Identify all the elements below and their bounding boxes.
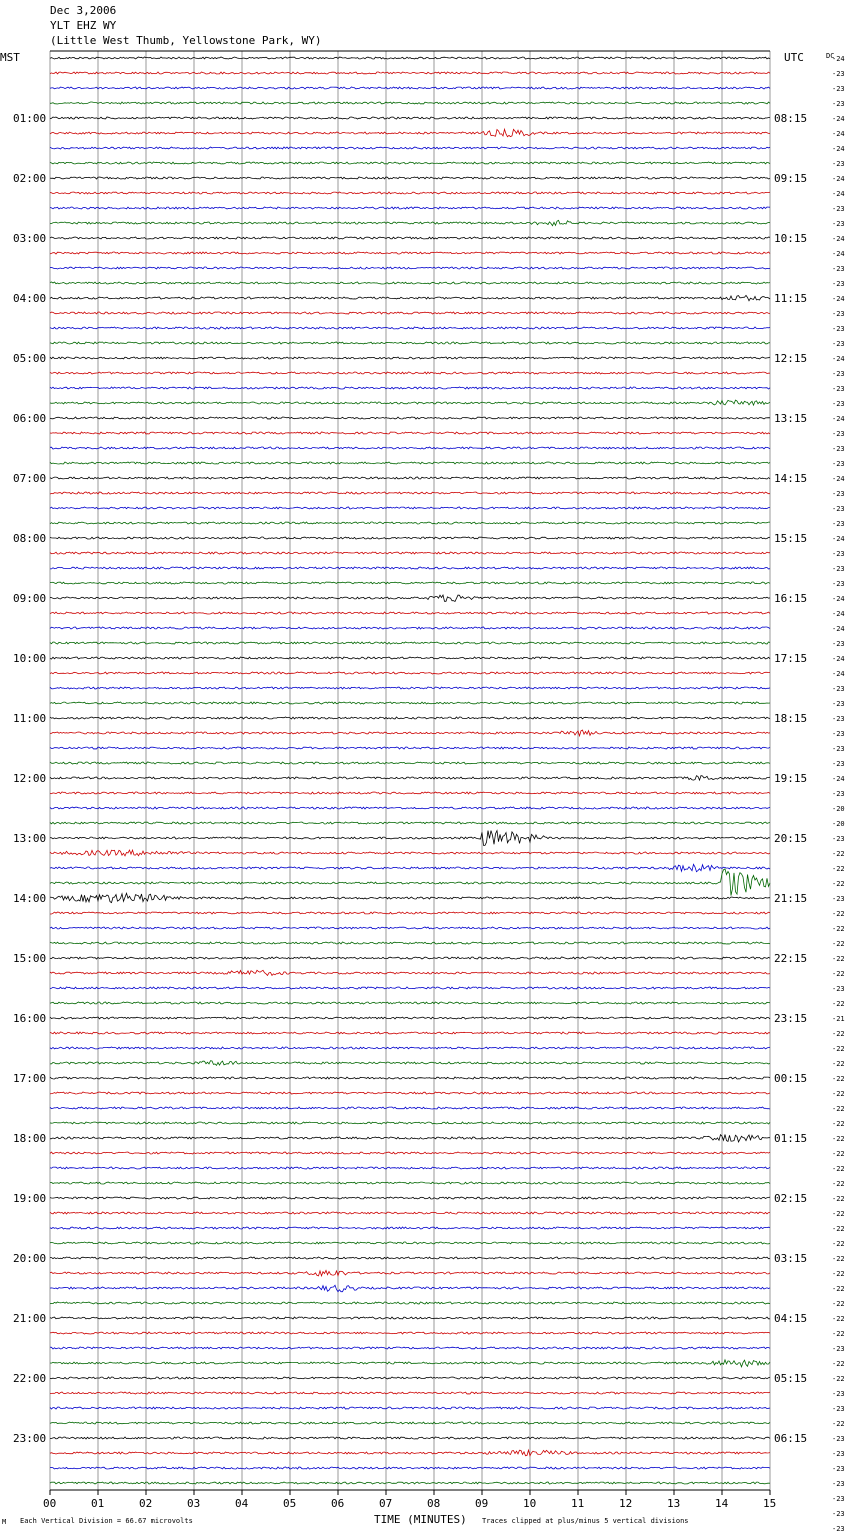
trace-row bbox=[50, 207, 770, 209]
left-hour-label: 14:00 bbox=[13, 892, 47, 905]
dc-offset-label: -24 bbox=[832, 55, 845, 63]
trace-row bbox=[50, 595, 770, 602]
trace-row bbox=[50, 1167, 770, 1169]
right-hour-label: 09:15 bbox=[774, 172, 808, 185]
trace-row bbox=[50, 537, 770, 539]
dc-offset-label: -22 bbox=[832, 1210, 845, 1218]
dc-offset-label: -23 bbox=[832, 685, 845, 693]
trace-row bbox=[50, 730, 770, 736]
trace-row bbox=[50, 970, 770, 975]
trace-row bbox=[50, 282, 770, 284]
right-hour-label: 17:15 bbox=[774, 652, 808, 665]
left-timezone-label: MST bbox=[0, 51, 20, 64]
dc-offset-label: -23 bbox=[832, 760, 845, 768]
x-tick-label: 05 bbox=[283, 1497, 297, 1510]
dc-offset-label: -24 bbox=[832, 130, 845, 138]
trace-row bbox=[50, 1182, 770, 1184]
dc-offset-label: -23 bbox=[832, 160, 845, 168]
trace-row bbox=[50, 1302, 770, 1304]
dc-offset-label: -22 bbox=[832, 910, 845, 918]
right-hour-label: 20:15 bbox=[774, 832, 808, 845]
trace-row bbox=[50, 1107, 770, 1109]
dc-offset-label: -23 bbox=[832, 490, 845, 498]
left-hour-label: 19:00 bbox=[13, 1192, 47, 1205]
x-tick-label: 15 bbox=[763, 1497, 777, 1510]
trace-row bbox=[50, 1377, 770, 1379]
x-tick-label: 04 bbox=[235, 1497, 249, 1510]
dc-offset-label: -23 bbox=[832, 730, 845, 738]
dc-offset-label: -23 bbox=[832, 400, 845, 408]
trace-row bbox=[50, 612, 770, 614]
trace-row bbox=[50, 942, 770, 944]
right-hour-labels bbox=[774, 112, 807, 1445]
trace-row bbox=[50, 1317, 770, 1319]
trace-row bbox=[50, 87, 770, 89]
trace-row bbox=[50, 372, 770, 374]
trace-row bbox=[50, 582, 770, 584]
dc-offset-label: -23 bbox=[832, 370, 845, 378]
left-hour-label: 09:00 bbox=[13, 592, 47, 605]
trace-row bbox=[50, 957, 770, 959]
right-timezone-label: UTC bbox=[784, 51, 804, 64]
trace-row bbox=[50, 492, 770, 494]
dc-offset-label: -22 bbox=[832, 1135, 845, 1143]
dc-offset-label: -22 bbox=[832, 1225, 845, 1233]
dc-offset-label: -23 bbox=[832, 385, 845, 393]
dc-offset-label: -23 bbox=[832, 1390, 845, 1398]
right-hour-label: 22:15 bbox=[774, 952, 808, 965]
trace-row bbox=[50, 893, 770, 902]
trace-row bbox=[50, 447, 770, 449]
trace-row bbox=[50, 162, 770, 164]
trace-row bbox=[50, 1152, 770, 1154]
trace-row bbox=[50, 1347, 770, 1349]
trace-row bbox=[50, 702, 770, 704]
trace-row bbox=[50, 477, 770, 479]
left-hour-labels bbox=[13, 112, 46, 1445]
dc-offset-label: -23 bbox=[832, 520, 845, 528]
dc-offset-label: -23 bbox=[832, 700, 845, 708]
dc-offset-label: -22 bbox=[832, 1240, 845, 1248]
left-hour-label: 02:00 bbox=[13, 172, 47, 185]
dc-offset-label: -24 bbox=[832, 235, 845, 243]
trace-row bbox=[50, 102, 770, 104]
dc-offset-label: -22 bbox=[832, 1270, 845, 1278]
dc-offset-label: -24 bbox=[832, 145, 845, 153]
dc-offset-label: -22 bbox=[832, 1150, 845, 1158]
dc-offset-label: -23 bbox=[832, 1435, 845, 1443]
trace-row bbox=[50, 400, 770, 405]
dc-offset-label: -22 bbox=[832, 1030, 845, 1038]
trace-row bbox=[50, 1285, 770, 1291]
trace-row bbox=[50, 327, 770, 329]
left-hour-label: 11:00 bbox=[13, 712, 47, 725]
trace-row bbox=[50, 267, 770, 269]
dc-offset-label: -23 bbox=[832, 790, 845, 798]
trace-row bbox=[50, 522, 770, 524]
dc-offset-label: -23 bbox=[832, 1510, 845, 1518]
dc-offset-label: -23 bbox=[832, 715, 845, 723]
dc-offset-label: -24 bbox=[832, 250, 845, 258]
trace-row bbox=[50, 252, 770, 254]
dc-offset-label: -22 bbox=[832, 1090, 845, 1098]
left-hour-label: 06:00 bbox=[13, 412, 47, 425]
left-hour-label: 15:00 bbox=[13, 952, 47, 965]
trace-row bbox=[50, 864, 770, 871]
left-hour-label: 05:00 bbox=[13, 352, 47, 365]
trace-row bbox=[50, 1212, 770, 1214]
left-hour-label: 21:00 bbox=[13, 1312, 47, 1325]
dc-offset-label: -23 bbox=[832, 640, 845, 648]
left-hour-label: 08:00 bbox=[13, 532, 47, 545]
left-hour-label: 22:00 bbox=[13, 1372, 47, 1385]
dc-offset-label: -23 bbox=[832, 1480, 845, 1488]
dc-offset-label: -22 bbox=[832, 1375, 845, 1383]
dc-offset-label: -23 bbox=[832, 310, 845, 318]
x-tick-label: 14 bbox=[715, 1497, 729, 1510]
trace-row bbox=[50, 129, 770, 136]
dc-offset-label: -23 bbox=[832, 1495, 845, 1503]
trace-row bbox=[50, 342, 770, 344]
x-axis-ticks bbox=[43, 1490, 776, 1510]
x-tick-label: 02 bbox=[139, 1497, 153, 1510]
trace-row bbox=[50, 1017, 770, 1019]
left-hour-label: 23:00 bbox=[13, 1432, 47, 1445]
dc-offset-label: -24 bbox=[832, 190, 845, 198]
dc-offset-label: -22 bbox=[832, 925, 845, 933]
trace-row bbox=[50, 762, 770, 764]
trace-row bbox=[50, 417, 770, 419]
trace-row bbox=[50, 1360, 770, 1367]
dc-offset-label: -23 bbox=[832, 580, 845, 588]
dc-offset-label: -22 bbox=[832, 1060, 845, 1068]
right-hour-label: 04:15 bbox=[774, 1312, 808, 1325]
trace-row bbox=[50, 792, 770, 794]
trace-row bbox=[50, 1061, 770, 1066]
dc-offset-label: -23 bbox=[832, 445, 845, 453]
dc-offset-label: -24 bbox=[832, 670, 845, 678]
trace-row bbox=[50, 627, 770, 629]
trace-row bbox=[50, 1437, 770, 1439]
right-hour-label: 18:15 bbox=[774, 712, 808, 725]
x-axis-title: TIME (MINUTES) bbox=[374, 1513, 467, 1526]
x-tick-label: 12 bbox=[619, 1497, 633, 1510]
right-hour-label: 03:15 bbox=[774, 1252, 808, 1265]
left-hour-label: 13:00 bbox=[13, 832, 47, 845]
dc-offset-label: -24 bbox=[832, 595, 845, 603]
trace-row bbox=[50, 1135, 770, 1142]
dc-offset-label: -22 bbox=[832, 1330, 845, 1338]
trace-row bbox=[50, 1242, 770, 1244]
dc-offset-label: -22 bbox=[832, 1285, 845, 1293]
x-tick-label: 11 bbox=[571, 1497, 585, 1510]
trace-row bbox=[50, 657, 770, 659]
date-label: Dec 3,2006 bbox=[50, 4, 117, 17]
dc-offset-label: -22 bbox=[832, 865, 845, 873]
trace-row bbox=[50, 1257, 770, 1259]
trace-row bbox=[50, 1197, 770, 1199]
trace-row bbox=[50, 642, 770, 644]
dc-offset-label: -22 bbox=[832, 1075, 845, 1083]
dc-offset-label: -22 bbox=[832, 1180, 845, 1188]
right-hour-label: 01:15 bbox=[774, 1132, 808, 1145]
trace-row bbox=[50, 387, 770, 389]
dc-offset-label: -23 bbox=[832, 895, 845, 903]
dc-offset-label: -23 bbox=[832, 985, 845, 993]
right-hour-label: 21:15 bbox=[774, 892, 808, 905]
dc-offset-label: -23 bbox=[832, 70, 845, 78]
trace-row bbox=[50, 117, 770, 119]
x-tick-label: 09 bbox=[475, 1497, 489, 1510]
dc-offset-label: -23 bbox=[832, 265, 845, 273]
right-hour-label: 00:15 bbox=[774, 1072, 808, 1085]
trace-row bbox=[50, 687, 770, 689]
left-hour-label: 01:00 bbox=[13, 112, 47, 125]
dc-offset-label: -21 bbox=[832, 1015, 845, 1023]
dc-offset-label: -22 bbox=[832, 970, 845, 978]
location-label: (Little West Thumb, Yellowstone Park, WY) bbox=[50, 34, 322, 47]
dc-offset-label: -22 bbox=[832, 1255, 845, 1263]
right-hour-label: 12:15 bbox=[774, 352, 808, 365]
trace-row bbox=[50, 1467, 770, 1469]
trace-row bbox=[50, 1407, 770, 1409]
trace-row bbox=[50, 807, 770, 809]
dc-offset-label: -22 bbox=[832, 1000, 845, 1008]
trace-row bbox=[50, 1077, 770, 1079]
dc-offset-label: -24 bbox=[832, 475, 845, 483]
trace-row bbox=[50, 672, 770, 674]
trace-row bbox=[50, 869, 770, 896]
dc-offset-label: -20 bbox=[832, 820, 845, 828]
right-hour-label: 05:15 bbox=[774, 1372, 808, 1385]
trace-row bbox=[50, 717, 770, 719]
left-hour-label: 16:00 bbox=[13, 1012, 47, 1025]
trace-row bbox=[50, 850, 770, 856]
left-hour-label: 12:00 bbox=[13, 772, 47, 785]
dc-offset-label: -24 bbox=[832, 175, 845, 183]
x-tick-label: 08 bbox=[427, 1497, 441, 1510]
dc-offset-label: -24 bbox=[832, 775, 845, 783]
trace-row bbox=[50, 72, 770, 74]
dc-offset-label: -23 bbox=[832, 835, 845, 843]
dc-offset-label: -22 bbox=[832, 1300, 845, 1308]
dc-offset-label: -24 bbox=[832, 415, 845, 423]
dc-offset-label: -23 bbox=[832, 565, 845, 573]
trace-row bbox=[50, 1482, 770, 1484]
dc-offset-labels bbox=[832, 55, 845, 1534]
trace-row bbox=[50, 357, 770, 359]
dc-offset-label: -23 bbox=[832, 205, 845, 213]
corner-mark: M bbox=[2, 1518, 7, 1526]
right-hour-label: 11:15 bbox=[774, 292, 808, 305]
trace-row bbox=[50, 987, 770, 989]
left-hour-label: 03:00 bbox=[13, 232, 47, 245]
dc-offset-label: -23 bbox=[832, 1525, 845, 1533]
left-hour-label: 07:00 bbox=[13, 472, 47, 485]
dc-offset-label: -23 bbox=[832, 220, 845, 228]
dc-offset-label: -23 bbox=[832, 100, 845, 108]
trace-row bbox=[50, 312, 770, 314]
trace-row bbox=[50, 1332, 770, 1334]
trace-row bbox=[50, 927, 770, 929]
trace-row bbox=[50, 776, 770, 781]
trace-row bbox=[50, 831, 770, 846]
trace-row bbox=[50, 912, 770, 914]
dc-offset-label: -22 bbox=[832, 850, 845, 858]
left-hour-label: 17:00 bbox=[13, 1072, 47, 1085]
dc-offset-label: -22 bbox=[832, 1165, 845, 1173]
dc-offset-label: -23 bbox=[832, 505, 845, 513]
dc-offset-label: -24 bbox=[832, 115, 845, 123]
trace-row bbox=[50, 432, 770, 434]
trace-row bbox=[50, 220, 770, 225]
dc-offset-label: -24 bbox=[832, 355, 845, 363]
dc-offset-label: -22 bbox=[832, 1045, 845, 1053]
dc-offset-label: -23 bbox=[832, 460, 845, 468]
dc-offset-label: -23 bbox=[832, 1450, 845, 1458]
dc-offset-label: -23 bbox=[832, 85, 845, 93]
trace-row bbox=[50, 507, 770, 509]
dc-offset-label: -22 bbox=[832, 1120, 845, 1128]
right-hour-label: 02:15 bbox=[774, 1192, 808, 1205]
trace-row bbox=[50, 295, 770, 300]
scale-note: Each Vertical Division = 66.67 microvolts bbox=[20, 1517, 193, 1525]
dc-offset-label: -23 bbox=[832, 550, 845, 558]
dc-offset-label: -23 bbox=[832, 1345, 845, 1353]
right-hour-label: 08:15 bbox=[774, 112, 808, 125]
trace-row bbox=[50, 822, 770, 824]
trace-row bbox=[50, 1122, 770, 1124]
trace-row bbox=[50, 1047, 770, 1049]
x-tick-label: 01 bbox=[91, 1497, 105, 1510]
dc-offset-label: -23 bbox=[832, 325, 845, 333]
right-hour-label: 15:15 bbox=[774, 532, 808, 545]
trace-row bbox=[50, 237, 770, 239]
dc-offset-label: -23 bbox=[832, 745, 845, 753]
right-hour-label: 06:15 bbox=[774, 1432, 808, 1445]
left-hour-label: 04:00 bbox=[13, 292, 47, 305]
dc-offset-label: -20 bbox=[832, 805, 845, 813]
dc-offset-label: -22 bbox=[832, 880, 845, 888]
trace-row bbox=[50, 57, 770, 59]
trace-row bbox=[50, 567, 770, 569]
trace-row bbox=[50, 552, 770, 554]
trace-row bbox=[50, 1092, 770, 1094]
dc-offset-label: -24 bbox=[832, 610, 845, 618]
dc-offset-label: -22 bbox=[832, 1360, 845, 1368]
dc-offset-label: -22 bbox=[832, 1105, 845, 1113]
dc-offset-label: -22 bbox=[832, 1195, 845, 1203]
dc-offset-label: -22 bbox=[832, 1420, 845, 1428]
right-hour-label: 23:15 bbox=[774, 1012, 808, 1025]
dc-offset-label: -24 bbox=[832, 535, 845, 543]
dc-offset-label: -24 bbox=[832, 625, 845, 633]
dc-offset-label: -23 bbox=[832, 280, 845, 288]
trace-row bbox=[50, 1270, 770, 1276]
right-hour-label: 10:15 bbox=[774, 232, 808, 245]
trace-row bbox=[50, 1450, 770, 1456]
trace-row bbox=[50, 1422, 770, 1424]
trace-row bbox=[50, 192, 770, 194]
trace-row bbox=[50, 462, 770, 464]
trace-row bbox=[50, 147, 770, 149]
dc-header-label: DC bbox=[826, 52, 835, 60]
dc-offset-label: -23 bbox=[832, 1405, 845, 1413]
left-hour-label: 18:00 bbox=[13, 1132, 47, 1145]
dc-offset-label: -23 bbox=[832, 430, 845, 438]
right-hour-label: 19:15 bbox=[774, 772, 808, 785]
clip-note: Traces clipped at plus/minus 5 vertical divisions bbox=[482, 1517, 689, 1525]
x-tick-label: 07 bbox=[379, 1497, 393, 1510]
dc-offset-label: -22 bbox=[832, 940, 845, 948]
trace-row bbox=[50, 1392, 770, 1394]
trace-row bbox=[50, 1002, 770, 1004]
dc-offset-label: -23 bbox=[832, 340, 845, 348]
x-tick-label: 03 bbox=[187, 1497, 201, 1510]
trace-row bbox=[50, 747, 770, 749]
dc-offset-label: -24 bbox=[832, 295, 845, 303]
right-hour-label: 13:15 bbox=[774, 412, 808, 425]
x-tick-label: 13 bbox=[667, 1497, 681, 1510]
dc-offset-label: -22 bbox=[832, 955, 845, 963]
x-tick-label: 06 bbox=[331, 1497, 345, 1510]
trace-row bbox=[50, 177, 770, 179]
right-hour-label: 14:15 bbox=[774, 472, 808, 485]
x-tick-label: 10 bbox=[523, 1497, 537, 1510]
trace-row bbox=[50, 1032, 770, 1034]
dc-offset-label: -22 bbox=[832, 1315, 845, 1323]
left-hour-label: 20:00 bbox=[13, 1252, 47, 1265]
trace-rows bbox=[50, 57, 770, 1484]
left-hour-label: 10:00 bbox=[13, 652, 47, 665]
station-label: YLT EHZ WY bbox=[50, 19, 117, 32]
trace-row bbox=[50, 1227, 770, 1229]
x-tick-label: 00 bbox=[43, 1497, 57, 1510]
right-hour-label: 16:15 bbox=[774, 592, 808, 605]
dc-offset-label: -24 bbox=[832, 655, 845, 663]
dc-offset-label: -23 bbox=[832, 1465, 845, 1473]
